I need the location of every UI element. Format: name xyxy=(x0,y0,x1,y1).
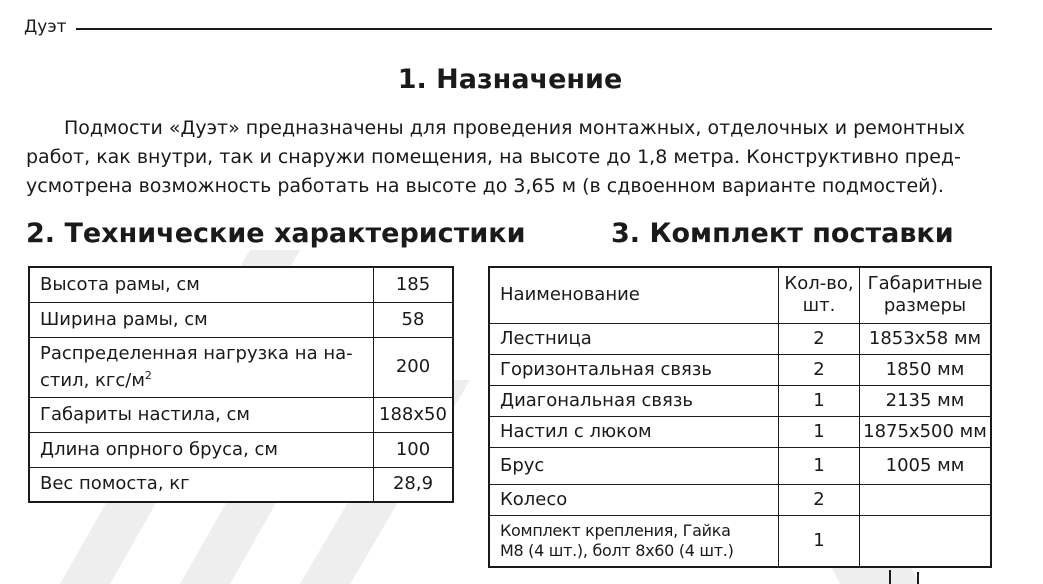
item-name: Брус xyxy=(489,447,779,484)
spec-label xyxy=(29,337,374,397)
item-qty: 1 xyxy=(779,515,860,567)
header-qty-line-2: шт. xyxy=(802,295,836,317)
item-name xyxy=(489,515,779,567)
item-name: Лестница xyxy=(489,323,779,354)
table-row xyxy=(489,515,991,567)
header-name: Наименование xyxy=(489,267,779,323)
header-dims-line-1: Габаритные xyxy=(867,273,983,295)
spec-value: 185 xyxy=(374,267,454,302)
section-1-title: 1. Назначение xyxy=(397,64,623,95)
purpose-paragraph xyxy=(26,114,996,201)
table-row xyxy=(489,416,991,447)
header-dims-line-2: размеры xyxy=(883,295,967,317)
spec-value: 200 xyxy=(374,337,454,397)
table-row xyxy=(489,354,991,385)
item-name: Горизонтальная связь xyxy=(489,354,779,385)
spec-value: 100 xyxy=(374,432,454,467)
table-row xyxy=(489,385,991,416)
item-qty: 1 xyxy=(779,447,860,484)
table-row xyxy=(489,447,991,484)
item-name-line-2: М8 (4 шт.), болт 8х60 (4 шт.) xyxy=(500,540,734,560)
spec-label: Высота рамы, см xyxy=(29,267,374,302)
section-2-title: 2. Технические характеристики xyxy=(26,218,526,249)
spec-label-line-1: Распределенная нагрузка на на- xyxy=(40,342,353,364)
item-dims xyxy=(860,484,992,515)
item-qty: 2 xyxy=(779,354,860,385)
table-row xyxy=(29,337,453,397)
item-name: Диагональная связь xyxy=(489,385,779,416)
spec-label: Длина опрного бруса, см xyxy=(29,432,374,467)
spec-value: 58 xyxy=(374,302,454,337)
spec-label-line-2: стил, кгс/м xyxy=(40,369,145,391)
table-row xyxy=(29,432,453,467)
item-dims: 1875x500 мм xyxy=(860,416,992,447)
item-dims: 1853x58 мм xyxy=(860,323,992,354)
table-row xyxy=(29,267,453,302)
item-dims: 2135 мм xyxy=(860,385,992,416)
header-qty-line-1: Кол-во, xyxy=(784,273,854,295)
item-name-line-1: Комплект крепления, Гайка xyxy=(500,520,731,540)
kit-table xyxy=(488,266,992,568)
running-header xyxy=(24,16,992,42)
spec-label-superscript: 2 xyxy=(144,368,152,382)
item-qty: 1 xyxy=(779,416,860,447)
specs-table xyxy=(28,266,454,503)
spec-label: Ширина рамы, см xyxy=(29,302,374,337)
table-row xyxy=(29,467,453,502)
spec-label: Вес помоста, кг xyxy=(29,467,374,502)
header-dims xyxy=(860,267,992,323)
table-row xyxy=(489,323,991,354)
section-3-title: 3. Комплект поставки xyxy=(611,218,954,249)
purpose-line-2: работ, как внутри, так и снаружи помещения, на высоте до 1,8 метра. Конструктивно пред- xyxy=(26,146,961,168)
item-qty: 1 xyxy=(779,385,860,416)
item-name: Настил с люком xyxy=(489,416,779,447)
spec-label: Габариты настила, см xyxy=(29,397,374,432)
item-dims xyxy=(860,515,992,567)
spec-value: 28,9 xyxy=(374,467,454,502)
table-row xyxy=(489,484,991,515)
table-row xyxy=(29,397,453,432)
item-dims: 1005 мм xyxy=(860,447,992,484)
item-qty: 2 xyxy=(779,323,860,354)
header-qty xyxy=(779,267,860,323)
table-row xyxy=(29,302,453,337)
item-name: Колесо xyxy=(489,484,779,515)
table-header-row xyxy=(489,267,991,323)
item-dims: 1850 мм xyxy=(860,354,992,385)
header-rule xyxy=(76,28,992,30)
purpose-line-1: Подмости «Дуэт» предназначены для проведения монтажных, отделочных и ремонтных xyxy=(64,117,965,139)
spec-value: 188x50 xyxy=(374,397,454,432)
purpose-line-3: усмотрена возможность работать на высоте до 3,65 м (в сдвоенном варианте подмостей). xyxy=(26,175,944,197)
item-qty: 2 xyxy=(779,484,860,515)
header-label: Дуэт xyxy=(24,17,67,37)
